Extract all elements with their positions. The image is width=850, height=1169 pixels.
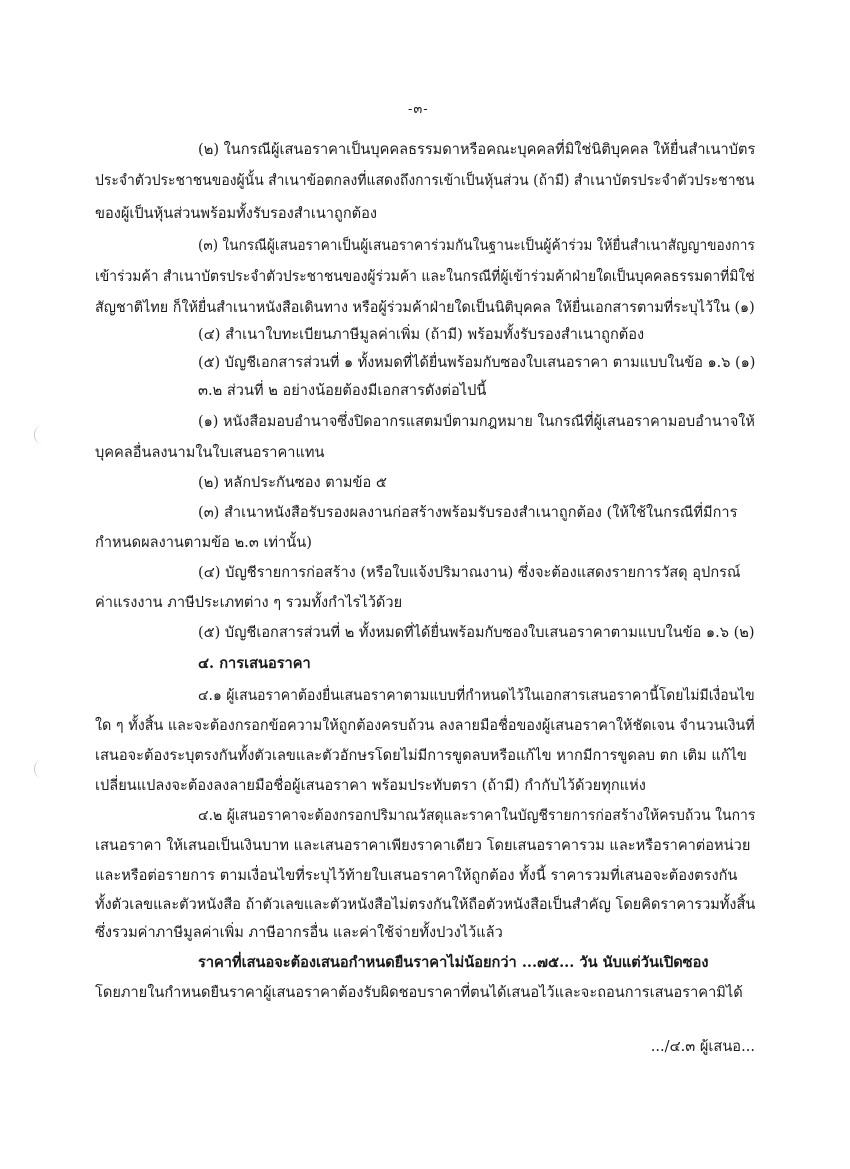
- paragraph-line: (๓) ในกรณีผู้เสนอราคาเป็นผู้เสนอราคาร่วมกันในฐานะเป็นผู้ค้าร่วม ให้ยื่นสำเนาสัญญาของการ: [198, 237, 755, 254]
- paragraph-line: และหรือต่อรายการ ตามเงื่อนไขที่ระบุไว้ท้ายใบเสนอราคาให้ถูกต้อง ทั้งนี้ ราคารวมที่เสนอจะต้องตรงกัน: [95, 867, 738, 884]
- continuation-footer: .../๔.๓ ผู้เสนอ...: [650, 1038, 755, 1055]
- paragraph-line: (๕) บัญชีเอกสารส่วนที่ ๒ ทั้งหมดที่ได้ยื่นพร้อมกับซองใบเสนอราคาตามแบบในข้อ ๑.๖ (๒): [198, 624, 755, 641]
- paragraph-line: ๔.๒ ผู้เสนอราคาจะต้องกรอกปริมาณวัสดุและราคาในบัญชีรายการก่อสร้างให้ครบถ้วน ในการ: [198, 807, 756, 824]
- paragraph-line: (๕) บัญชีเอกสารส่วนที่ ๑ ทั้งหมดที่ได้ยื่นพร้อมกับซองใบเสนอราคา ตามแบบในข้อ ๑.๖ (๑): [198, 354, 756, 371]
- paragraph-line: (๔) สำเนาใบทะเบียนภาษีมูลค่าเพิ่ม (ถ้ามี) พร้อมทั้งรับรองสำเนาถูกต้อง: [198, 326, 645, 343]
- paragraph-line: โดยภายในกำหนดยืนราคาผู้เสนอราคาต้องรับผิดชอบราคาที่ตนได้เสนอไว้และจะถอนการเสนอราคามิได้: [95, 984, 743, 1001]
- paragraph-line: (๑) หนังสือมอบอำนาจซึ่งปิดอากรแสตมป์ตามกฎหมาย ในกรณีที่ผู้เสนอราคามอบอำนาจให้: [198, 413, 755, 430]
- paragraph-line: ประจำตัวประชาชนของผู้นั้น สำเนาข้อตกลงที่แสดงถึงการเข้าเป็นหุ้นส่วน (ถ้ามี) สำเนาบัตรประจำตัวประชาชน: [95, 172, 755, 189]
- paragraph-line: เข้าร่วมค้า สำเนาบัตรประจำตัวประชาชนของผู้ร่วมค้า และในกรณีที่ผู้เข้าร่วมค้าฝ่ายใดเป็นบุคคลธรรมดาที่มิใช่: [95, 268, 755, 285]
- paragraph-line: เปลี่ยนแปลงจะต้องลงลายมือชื่อผู้เสนอราคา พร้อมประทับตรา (ถ้ามี) กำกับไว้ด้วยทุกแห่ง: [95, 777, 646, 794]
- section-heading: ๔. การเสนอราคา: [198, 655, 311, 672]
- paragraph-line: (๒) ในกรณีผู้เสนอราคาเป็นบุคคลธรรมดาหรือคณะบุคคลที่มิใช่นิติบุคคล ให้ยื่นสำเนาบัตร: [198, 141, 756, 158]
- punch-hole-mark: [34, 426, 49, 444]
- punch-hole-mark: [34, 760, 49, 778]
- paragraph-line: ของผู้เป็นหุ้นส่วนพร้อมทั้งรับรองสำเนาถูกต้อง: [95, 205, 378, 222]
- paragraph-line: (๒) หลักประกันซอง ตามข้อ ๕: [198, 474, 387, 491]
- paragraph-line: บุคคลอื่นลงนามในใบเสนอราคาแทน: [95, 444, 325, 461]
- paragraph-line: ใด ๆ ทั้งสิ้น และจะต้องกรอกข้อความให้ถูกต้องครบถ้วน ลงลายมือชื่อของผู้เสนอราคาให้ชัดเจน จำนวนเงินที่: [95, 717, 755, 734]
- paragraph-line: ๔.๑ ผู้เสนอราคาต้องยื่นเสนอราคาตามแบบที่กำหนดไว้ในเอกสารเสนอราคานี้โดยไม่มีเงื่อนไข: [198, 687, 755, 704]
- paragraph-line: เสนอราคา ให้เสนอเป็นเงินบาท และเสนอราคาเพียงราคาเดียว โดยเสนอราคารวม และหรือราคาต่อหน่วย: [95, 837, 751, 854]
- paragraph-line: ราคาที่เสนอจะต้องเสนอกำหนดยืนราคาไม่น้อยกว่า ...๗๕... วัน นับแต่วันเปิดซอง: [198, 954, 709, 971]
- page-number: -๓-: [408, 102, 429, 117]
- paragraph-line: สัญชาติไทย ก็ให้ยื่นสำเนาหนังสือเดินทาง หรือผู้ร่วมค้าฝ่ายใดเป็นนิติบุคคล ให้ยื่นเอกสารตามที่ระบุไว้ใน (๑): [95, 299, 755, 316]
- paragraph-line: (๓) สำเนาหนังสือรับรองผลงานก่อสร้างพร้อมรับรองสำเนาถูกต้อง (ให้ใช้ในกรณีที่มีการ: [198, 504, 738, 521]
- paragraph-line: กำหนดผลงานตามข้อ ๒.๓ เท่านั้น): [95, 534, 312, 551]
- paragraph-line: ค่าแรงงาน ภาษีประเภทต่าง ๆ รวมทั้งกำไรไว้ด้วย: [95, 594, 403, 611]
- paragraph-line: ทั้งตัวเลขและตัวหนังสือ ถ้าตัวเลขและตัวหนังสือไม่ตรงกันให้ถือตัวหนังสือเป็นสำคัญ โดยคิดราคารวมทั้งสิ้น: [95, 896, 756, 913]
- paragraph-line: (๔) บัญชีรายการก่อสร้าง (หรือใบแจ้งปริมาณงาน) ซึ่งจะต้องแสดงรายการวัสดุ อุปกรณ์: [198, 564, 741, 581]
- paragraph-line: ๓.๒ ส่วนที่ ๒ อย่างน้อยต้องมีเอกสารดังต่อไปนี้: [198, 382, 487, 399]
- paragraph-line: ซึ่งรวมค่าภาษีมูลค่าเพิ่ม ภาษีอากรอื่น และค่าใช้จ่ายทั้งปวงไว้แล้ว: [95, 924, 503, 941]
- paragraph-line: เสนอจะต้องระบุตรงกันทั้งตัวเลขและตัวอักษรโดยไม่มีการขูดลบหรือแก้ไข หากมีการขูดลบ ตก เติม แก้ไข: [95, 747, 747, 764]
